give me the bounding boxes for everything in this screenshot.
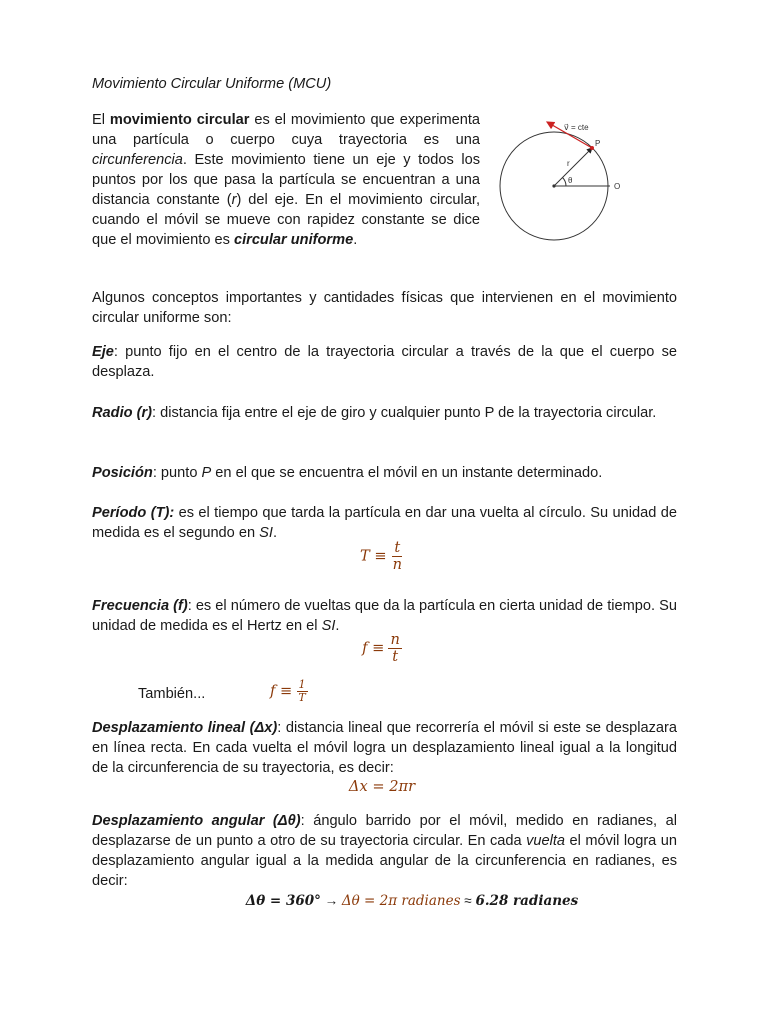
equation-linear-displacement: Δx = 2πr (348, 778, 416, 795)
def-desp-angular-term: Desplazamiento angular (Δθ) (92, 813, 301, 829)
def-posicion-p: P (201, 465, 212, 481)
equation-frequency-num: n (390, 631, 400, 648)
def-desp-angular-text: : ángulo barrido por el móvil, medido en radianes, al desplazarse de un punto a otro de su trayectoria circular. En cada (92, 813, 677, 849)
equation-angular-a: Δθ = 360° (245, 893, 321, 909)
equation-period-num: t (394, 539, 401, 556)
intro-italic-term: circunferencia (92, 152, 183, 168)
def-periodo-term: Período (T): (92, 505, 175, 521)
def-frecuencia (92, 596, 677, 636)
def-radio-text: : distancia fija entre el eje de giro y cualquier punto P de la trayectoria circular. (152, 405, 657, 421)
equation-frequency-alt-den: T (298, 691, 306, 704)
def-eje (92, 342, 677, 382)
equation-angular-c: 6.28 radianes (475, 893, 579, 909)
def-frecuencia-text: . (335, 618, 340, 634)
center-dot (552, 184, 555, 187)
equation-angular-arrow: → (320, 893, 342, 908)
radius-label: r (567, 159, 570, 168)
equation-frequency-alt-lhs: f ≡ (270, 682, 293, 700)
equation-frequency-fraction (388, 632, 401, 665)
intro-text: El (92, 112, 110, 128)
point-p-dot (590, 146, 594, 150)
intro-bold-italic-term: circular uniforme (233, 232, 354, 248)
point-p-label: P (595, 139, 601, 148)
def-periodo (92, 503, 677, 543)
intro-italic-r: r (231, 192, 237, 208)
def-desp-angular-vuelta: vuelta (526, 833, 566, 849)
def-periodo-text: . (272, 525, 277, 541)
intro-bold-term: movimiento circular (109, 112, 250, 128)
equation-angular-displacement (232, 891, 592, 911)
equation-angular-b: Δθ = 2π radianes (341, 893, 461, 909)
equation-frequency-alt-num: 1 (298, 678, 306, 691)
def-frecuencia-si: SI (321, 618, 336, 634)
angle-arc (563, 178, 567, 187)
def-desp-angular-text: el móvil logra un desplazamiento angular igual a la medida angular de la circunferencia en radianes, es decir: (92, 833, 677, 889)
intro-text: . (353, 232, 358, 248)
equation-period (327, 540, 437, 573)
def-radio-term: Radio (r) (92, 405, 152, 421)
velocity-label: v⃗ = cte (564, 123, 589, 132)
equation-frequency (327, 632, 437, 665)
equation-period-lhs: T ≡ (359, 547, 387, 565)
equation-frequency-den: t (392, 648, 399, 665)
equation-angular-approx: ≈ (460, 893, 476, 908)
def-radio (92, 403, 677, 423)
def-frecuencia-term: Frecuencia (f) (92, 598, 188, 614)
def-eje-term: Eje (92, 344, 114, 360)
intro-paragraph (92, 110, 480, 250)
def-periodo-si: SI (259, 525, 273, 541)
page-title: Movimiento Circular Uniforme (MCU) (92, 76, 332, 92)
circular-motion-figure (492, 112, 642, 262)
origin-label: O (614, 182, 621, 191)
def-posicion-text: : punto (152, 465, 202, 481)
def-desp-lineal-term: Desplazamiento lineal (Δx) (92, 720, 278, 736)
def-desplazamiento-lineal (92, 718, 677, 778)
concepts-intro: Algunos conceptos importantes y cantidades físicas que intervienen en el movimiento circular uniforme son: (92, 290, 677, 326)
angle-label: θ (568, 176, 573, 185)
tambien-label: También... (138, 686, 206, 702)
equation-period-fraction (391, 540, 404, 573)
radius-line (554, 148, 592, 186)
def-desplazamiento-angular (92, 811, 677, 891)
intro-text: es el movimiento que experimenta una partícula o cuerpo cuya trayectoria es una (92, 112, 481, 148)
intro-text: ) del eje. En el movimiento circular, cuando el móvil se mueve con rapidez constante se dice que el movimiento es (92, 192, 481, 248)
def-periodo-text: es el tiempo que tarda la partícula en dar una vuelta al círculo. Su unidad de medida es el segundo en (92, 505, 677, 541)
def-frecuencia-text: : es el número de vueltas que da la partícula en cierta unidad de tiempo. Su unidad de medida es el Hertz en el (92, 598, 677, 634)
equation-frequency-alt (270, 679, 308, 704)
def-desp-lineal-text: : distancia lineal que recorrería el móvil si este se desplazara en línea recta. En cada vuelta el móvil logra un desplazamiento lineal igual a la longitud de la circunferencia de su trayectoria, es decir: (92, 720, 677, 776)
equation-period-den: n (392, 556, 403, 573)
intro-text: . Este movimiento tiene un eje y todos los puntos por los que pasa la partícula se encuentran a una distancia constante ( (92, 152, 480, 208)
equation-frequency-lhs: f ≡ (362, 639, 385, 657)
equation-frequency-alt-fraction (296, 679, 307, 704)
def-posicion (92, 463, 677, 483)
def-posicion-text: en el que se encuentra el móvil en un instante determinado. (211, 465, 603, 481)
def-eje-text: : punto fijo en el centro de la trayectoria circular a través de la que el cuerpo se desplaza. (92, 344, 677, 380)
def-posicion-term: Posición (92, 465, 153, 481)
